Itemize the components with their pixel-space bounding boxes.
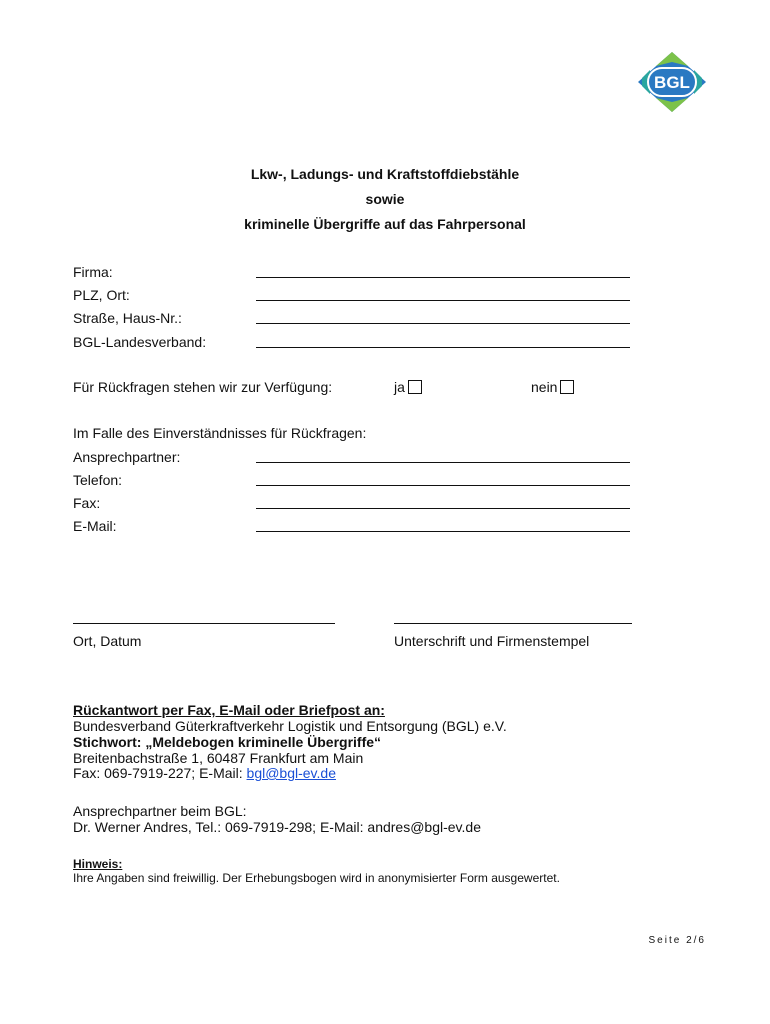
landesverband-label: BGL-Landesverband: (73, 334, 207, 350)
email-label: E-Mail: (73, 518, 117, 534)
logo-text: BGL (654, 73, 690, 92)
title-line-2: sowie (365, 191, 405, 207)
telefon-field[interactable] (256, 485, 630, 486)
plz-ort-label: PLZ, Ort: (73, 287, 130, 303)
consent-heading: Im Falle des Einverständnisses für Rückfragen: (73, 425, 367, 441)
reply-address: Breitenbachstraße 1, 60487 Frankfurt am Main (73, 750, 364, 766)
fax-label: Fax: (73, 495, 101, 511)
callback-yes-option[interactable] (394, 379, 422, 395)
callback-yes-checkbox[interactable] (408, 380, 422, 394)
note-heading: Hinweis: (73, 857, 123, 871)
ort-datum-line[interactable] (73, 623, 335, 624)
callback-question: Für Rückfragen stehen wir zur Verfügung: (73, 379, 333, 395)
strasse-label: Straße, Haus-Nr.: (73, 310, 182, 326)
plz-ort-field[interactable] (256, 300, 630, 301)
reply-heading: Rückantwort per Fax, E-Mail oder Briefpost an: (73, 702, 385, 718)
contact-heading: Ansprechpartner beim BGL: (73, 803, 247, 819)
unterschrift-line[interactable] (394, 623, 632, 624)
reply-keyword: Stichwort: „Meldebogen kriminelle Übergriffe“ (73, 734, 382, 750)
email-field[interactable] (256, 531, 630, 532)
title-line-3: kriminelle Übergriffe auf das Fahrpersonal (244, 216, 526, 232)
reply-fax-email (73, 765, 336, 781)
callback-yes-label: ja (394, 379, 405, 395)
note-text: Ihre Angaben sind freiwillig. Der Erhebungsbogen wird in anonymisierter Form ausgewertet. (73, 871, 560, 885)
ansprechpartner-field[interactable] (256, 462, 630, 463)
callback-no-checkbox[interactable] (560, 380, 574, 394)
telefon-label: Telefon: (73, 472, 123, 488)
strasse-field[interactable] (256, 323, 630, 324)
firma-label: Firma: (73, 264, 113, 280)
contact-details: Dr. Werner Andres, Tel.: 069-7919-298; E-Mail: andres@bgl-ev.de (73, 819, 481, 835)
page-number: Seite 2/6 (648, 935, 706, 946)
reply-fax-text: Fax: 069-7919-227; E-Mail: (73, 765, 247, 781)
firma-field[interactable] (256, 277, 630, 278)
unterschrift-label: Unterschrift und Firmenstempel (394, 633, 590, 649)
ansprechpartner-label: Ansprechpartner: (73, 449, 181, 465)
reply-org: Bundesverband Güterkraftverkehr Logistik und Entsorgung (BGL) e.V. (73, 718, 507, 734)
callback-no-option[interactable] (531, 379, 574, 395)
bgl-logo (636, 50, 708, 114)
ort-datum-label: Ort, Datum (73, 633, 142, 649)
landesverband-field[interactable] (256, 347, 630, 348)
title-line-1: Lkw-, Ladungs- und Kraftstoffdiebstähle (250, 166, 520, 182)
callback-no-label: nein (531, 379, 558, 395)
fax-field[interactable] (256, 508, 630, 509)
bgl-email-link[interactable]: bgl@bgl-ev.de (246, 765, 336, 781)
